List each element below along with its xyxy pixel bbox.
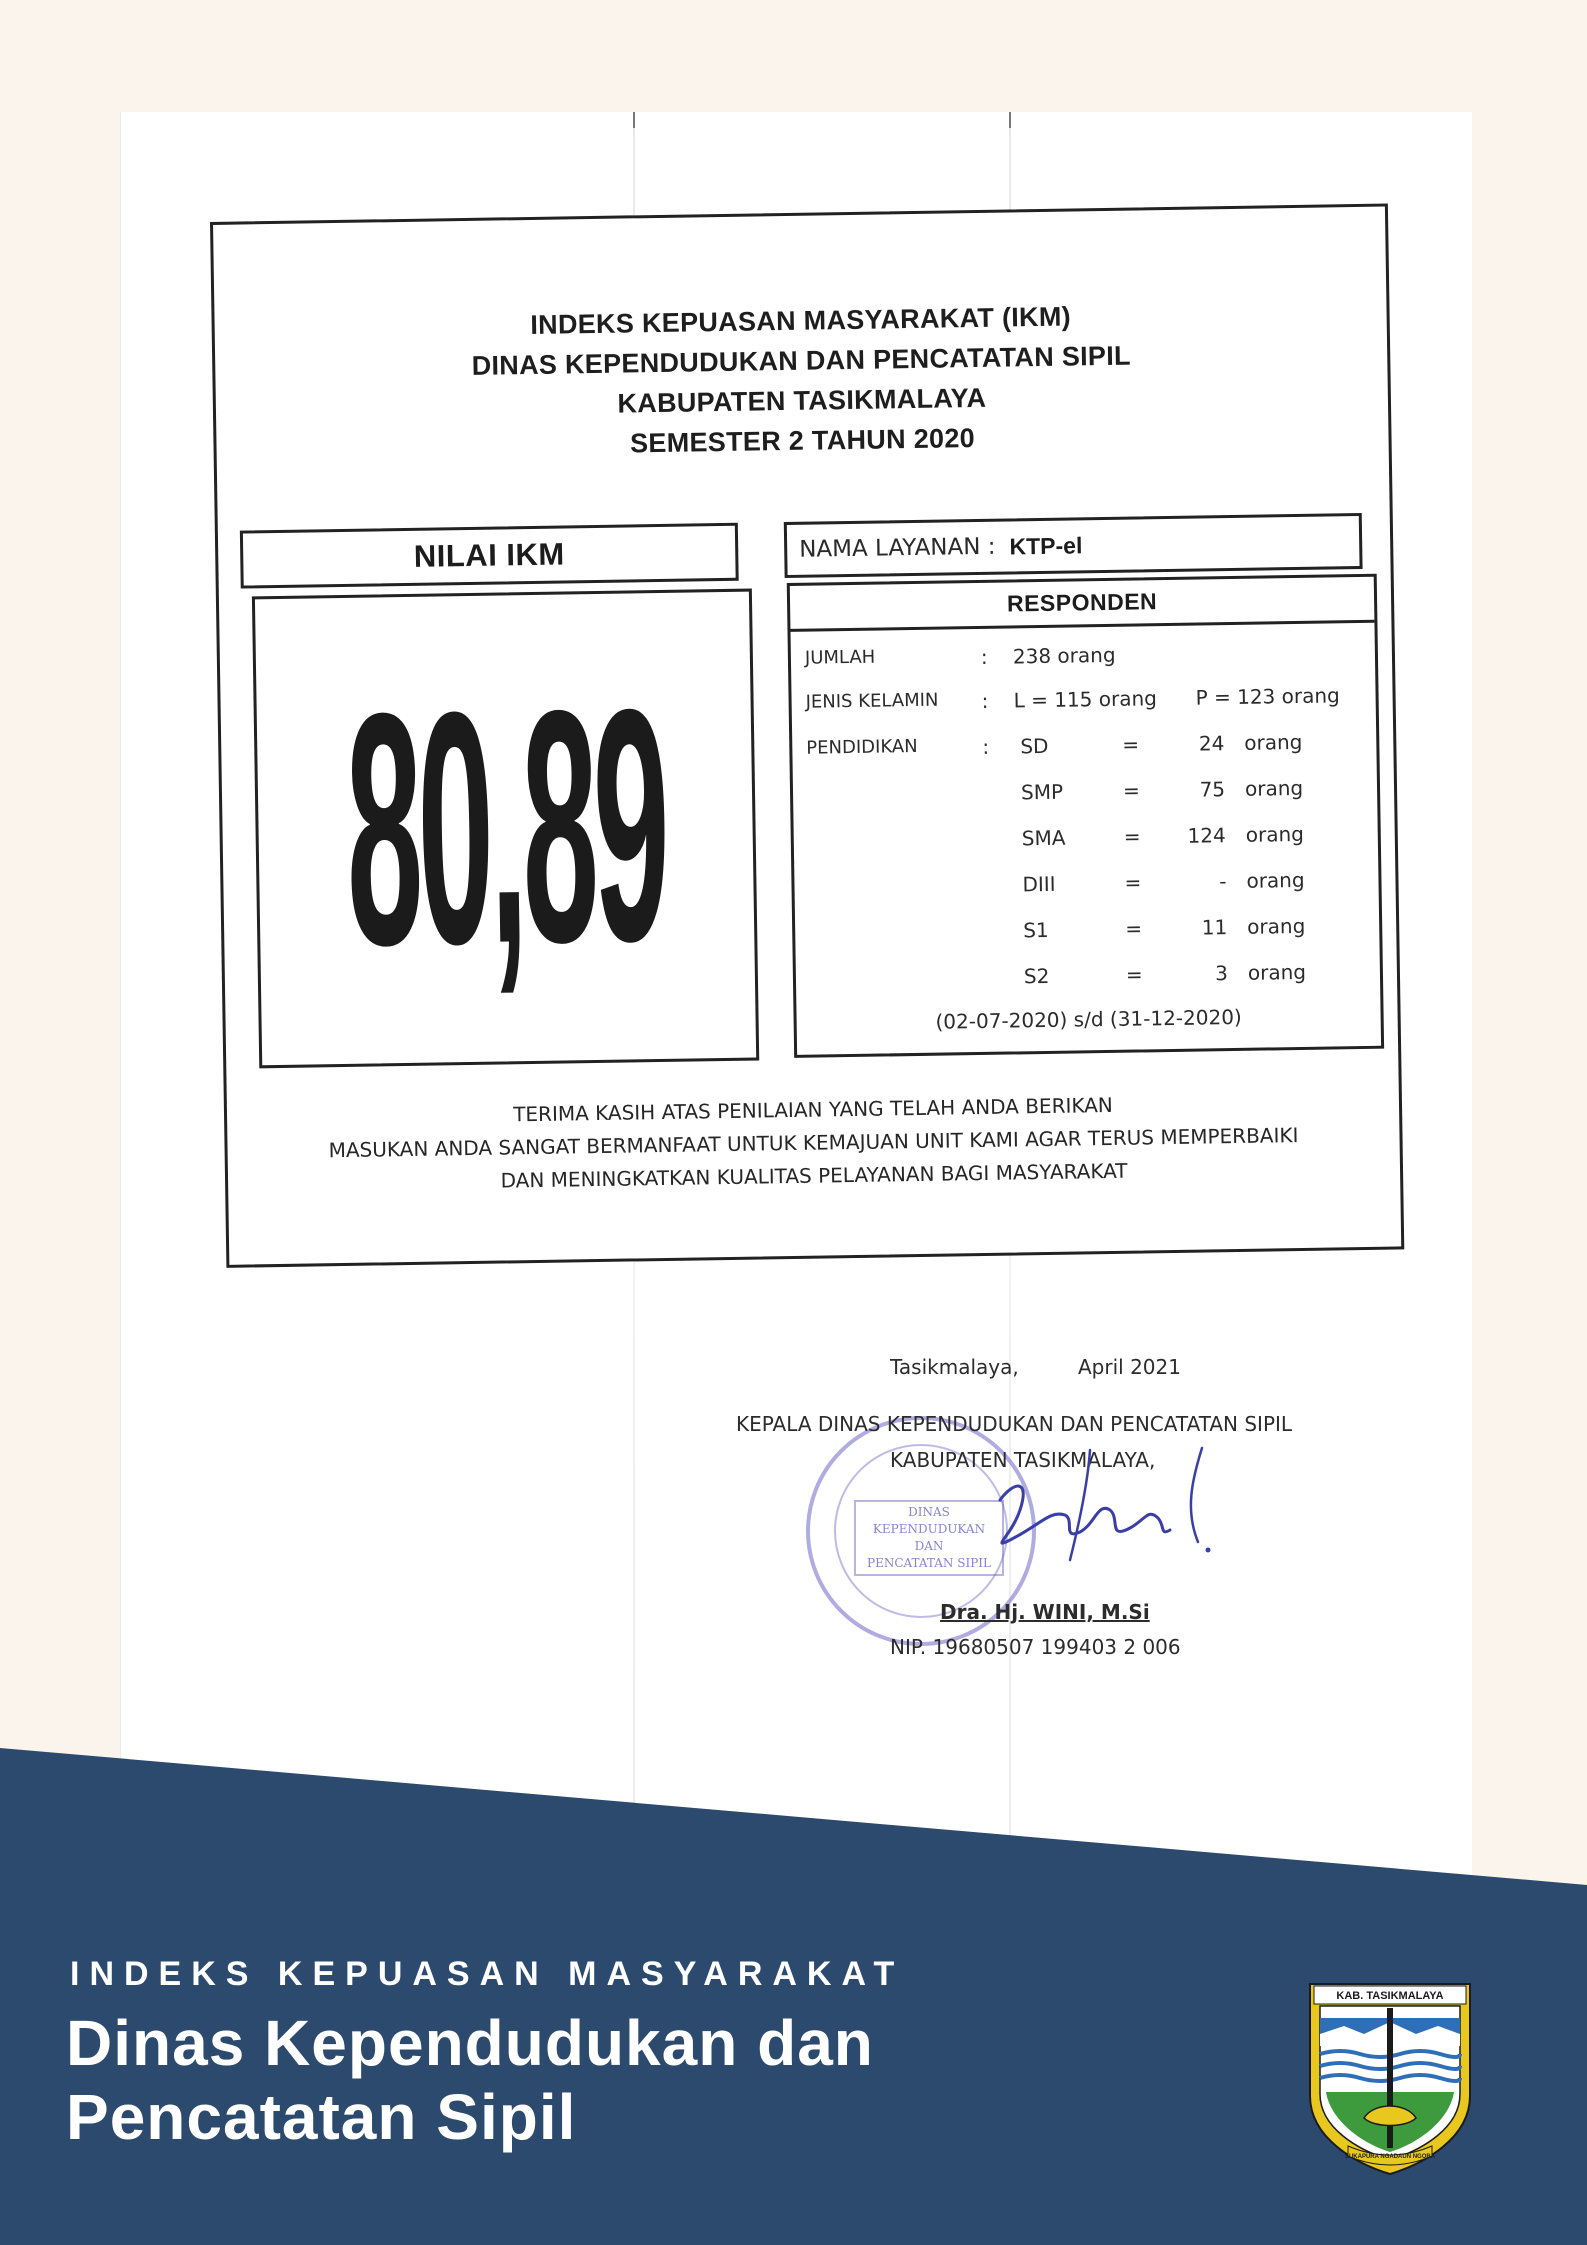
unit-label: orang [1247, 959, 1307, 985]
title-line: KABUPATEN TASIKMALAYA [617, 382, 987, 419]
gender-label: JENIS KELAMIN [805, 689, 939, 713]
unit-label: orang [1247, 913, 1306, 939]
stamp-line: PENCATATAN SIPIL [867, 1556, 991, 1570]
education-count: 24 [1198, 731, 1225, 756]
logo-motto: SUKAPURA NGADAUN NGORA [1344, 2154, 1436, 2160]
pendidikan-label: PENDIDIKAN [806, 735, 918, 759]
unit-label: orang [1244, 729, 1303, 755]
nama-layanan-label: NAMA LAYANAN : [799, 533, 996, 563]
sign-position-region: KABUPATEN TASIKMALAYA, [890, 1448, 1156, 1472]
stamp-line: DAN [914, 1539, 944, 1553]
banner-title-line: Pencatatan Sipil [66, 2081, 577, 2153]
jumlah-value: 238 orang [1012, 642, 1116, 669]
colon: : [981, 688, 989, 713]
equals-sign: = [1123, 824, 1141, 849]
education-count: - [1219, 869, 1227, 894]
thanks-line: TERIMA KASIH ATAS PENILAIAN YANG TELAH ANDA BERIKAN [513, 1092, 1113, 1127]
gender-male-value: L = 115 orang [1013, 686, 1158, 713]
unit-label: orang [1246, 867, 1305, 893]
nilai-ikm-label: NILAI IKM [240, 523, 739, 589]
signer-name: Dra. Hj. WINI, M.Si [940, 1600, 1150, 1624]
sign-place: Tasikmalaya, [890, 1355, 1019, 1379]
education-level: S2 [1023, 963, 1050, 989]
jumlah-label: JUMLAH [804, 646, 876, 669]
nilai-ikm-value: 80,89 [343, 641, 668, 1015]
education-level: DIII [1022, 871, 1056, 897]
education-level: SMA [1021, 825, 1066, 851]
signer-nip: NIP. 19680507 199403 2 006 [890, 1635, 1181, 1659]
banner-title-line: Dinas Kependudukan dan [66, 2007, 874, 2079]
education-count: 3 [1215, 961, 1229, 986]
kabupaten-tasikmalaya-logo [1304, 1978, 1476, 2178]
unit-label: orang [1245, 821, 1305, 847]
equals-sign: = [1122, 778, 1140, 803]
gender-female-value: P = 123 orang [1195, 683, 1340, 710]
equals-sign: = [1124, 870, 1142, 895]
banner-kicker: INDEKS KEPUASAN MASYARAKAT [70, 1955, 905, 1993]
colon: : [982, 734, 990, 759]
education-level: SD [1020, 733, 1049, 759]
colon: : [980, 644, 988, 669]
education-level: SMP [1020, 779, 1064, 805]
title-line: DINAS KEPENDUDUKAN DAN PENCATATAN SIPIL [471, 340, 1132, 381]
unit-label: orang [1244, 775, 1304, 801]
logo-text: KAB. TASIKMALAYA [1336, 1990, 1444, 2002]
equals-sign: = [1122, 732, 1140, 757]
responden-header: RESPONDEN [790, 577, 1375, 632]
thanks-line: DAN MENINGKATKAN KUALITAS PELAYANAN BAGI MASYARAKAT [500, 1158, 1128, 1193]
stamp-line: DINAS KEPENDUDUKAN [872, 1505, 986, 1536]
education-level: S1 [1023, 917, 1049, 943]
banner-title [66, 2006, 874, 2154]
title-line: INDEKS KEPUASAN MASYARAKAT (IKM) [530, 301, 1072, 340]
equals-sign: = [1125, 962, 1143, 987]
sign-position: KEPALA DINAS KEPENDUDUKAN DAN PENCATATAN SIPIL [736, 1412, 1293, 1436]
sign-date: April 2021 [1078, 1355, 1181, 1379]
education-count: 75 [1199, 777, 1226, 802]
survey-period: (02-07-2020) s/d (31-12-2020) [935, 1004, 1242, 1034]
education-count: 124 [1187, 823, 1226, 848]
title-line: SEMESTER 2 TAHUN 2020 [629, 423, 976, 459]
education-count: 11 [1201, 915, 1228, 940]
nama-layanan-value: KTP-el [1009, 531, 1083, 559]
thanks-line: MASUKAN ANDA SANGAT BERMANFAAT UNTUK KEMAJUAN UNIT KAMI AGAR TERUS MEMPERBAIKI [328, 1123, 1299, 1163]
equals-sign: = [1125, 916, 1143, 941]
